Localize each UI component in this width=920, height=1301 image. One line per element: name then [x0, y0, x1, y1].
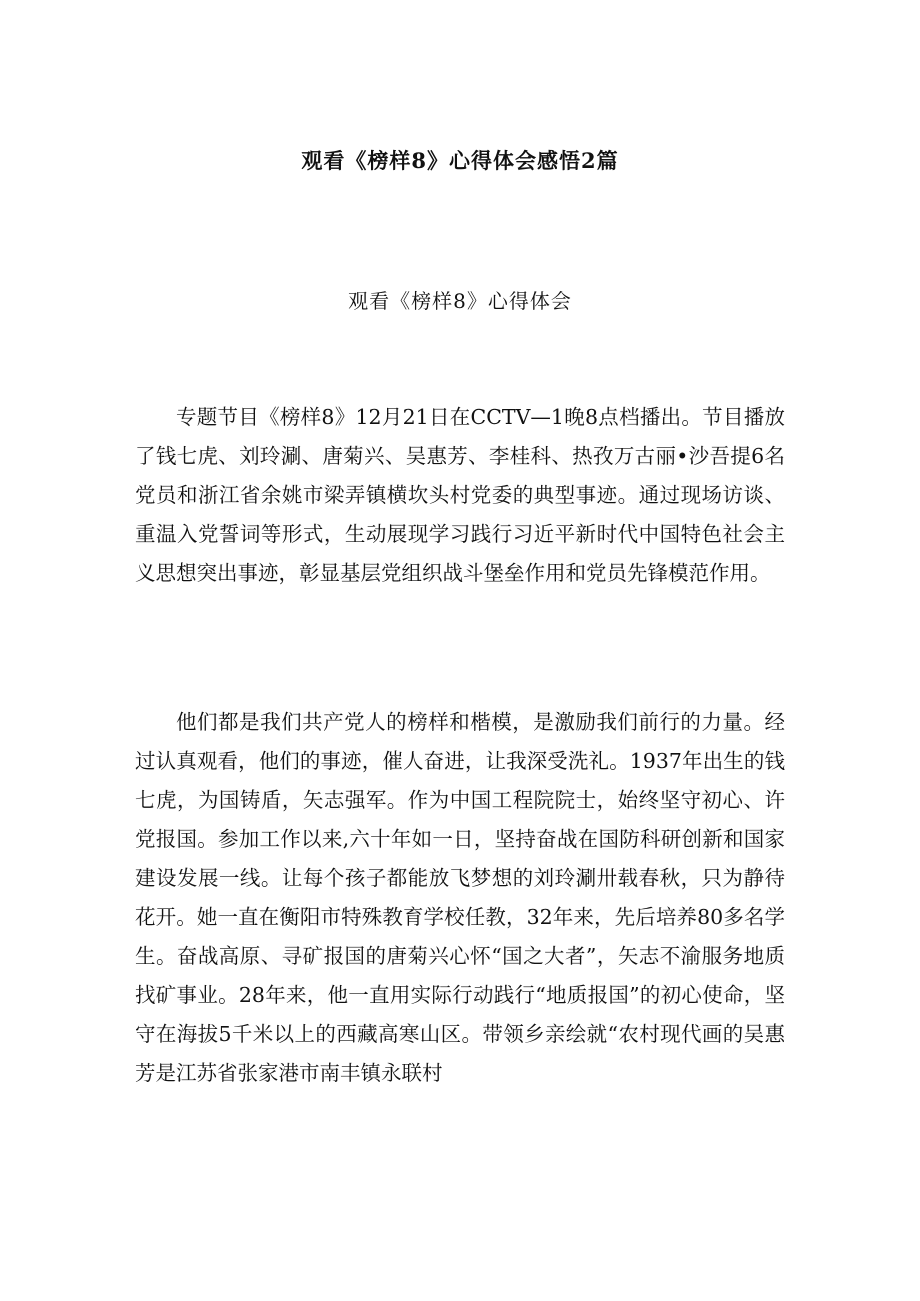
- section-subtitle: 观看《榜样8》心得体会: [348, 289, 572, 313]
- body-paragraph-1: 专题节目《榜样8》12月21日在CCTV—1晚8点档播出。节目播放了钱七虎、刘玲涮、唐菊兴、吴惠芳、李桂科、热孜万古丽•沙吾提6名党员和浙江省余姚市梁弄镇横坎头村党委的典型事迹。通过现场访谈、重温入党誓词等形式，生动展现学习践行习近平新时代中国特色社会主义思想突出事迹，彰显基层党组织战斗堡垒作用和党员先锋模范作用。: [135, 405, 785, 585]
- body-paragraph-2: 他们都是我们共产党人的榜样和楷模，是激励我们前行的力量。经过认真观看，他们的事迹，催人奋进，让我深受洗礼。1937年出生的钱七虎，为国铸盾，矢志强军。作为中国工程院院士，始终坚守初心、许党报国。参加工作以来,六十年如一日，坚持奋战在国防科研创新和国家建设发展一线。让每个孩子都能放飞梦想的刘玲涮卅载春秋，只为静待花开。她一直在衡阳市特殊教育学校任教，32年来，先后培养80多名学生。奋战高原、寻矿报国的唐菊兴心怀“国之大者”，矢志不渝服务地质找矿事业。28年来，他一直用实际行动践行“地质报国”的初心使命，坚守在海拔5千米以上的西藏高寒山区。带领乡亲绘就“农村现代画的吴惠芳是江苏省张家港市南丰镇永联村: [135, 710, 785, 1085]
- document-title: 观看《榜样8》心得体会感悟2篇: [301, 148, 619, 173]
